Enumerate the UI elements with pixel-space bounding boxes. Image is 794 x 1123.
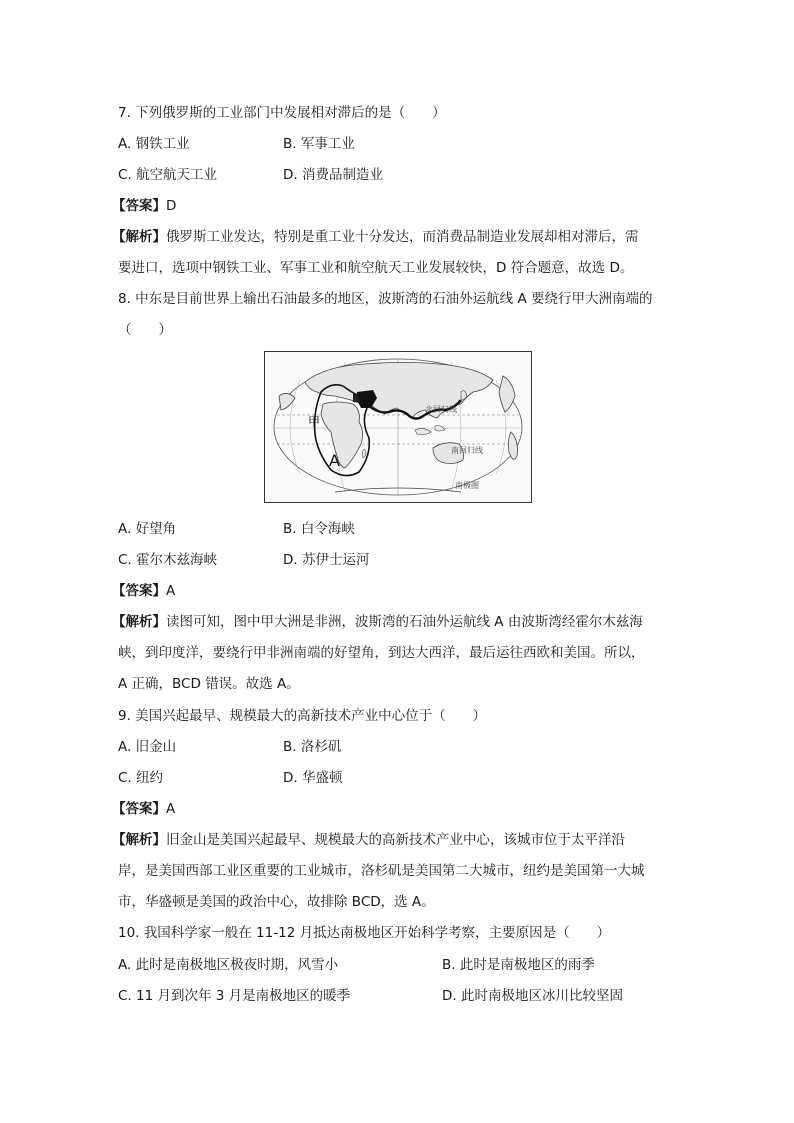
- north-america-edge: [499, 376, 515, 412]
- q7-question: 7. 下列俄罗斯的工业部门中发展相对滞后的是（ ）: [118, 105, 446, 121]
- answer-tag: 【答案】: [112, 583, 166, 599]
- q8-answer: [112, 581, 175, 601]
- q7-option-c: C. 航空航天工业: [118, 167, 218, 183]
- south-america-edge: [508, 432, 517, 459]
- q10-option-a: A. 此时是南极地区极夜时期，风雪小: [118, 957, 339, 973]
- q7-option-a: A. 钢铁工业: [118, 136, 190, 152]
- analysis-tag: 【解析】: [112, 229, 166, 245]
- africa-shape: [321, 402, 363, 468]
- label-tropic-south: 南回归线: [451, 446, 483, 455]
- q9-analysis-line-1: [112, 830, 625, 850]
- q8-analysis-line-2: 峡，到印度洋，要绕行甲非洲南端的好望角，到达大西洋，最后运往西欧和美国。所以，: [118, 645, 645, 661]
- q9-answer-value: A: [166, 801, 176, 817]
- q8-analysis-text-1: 读图可知，图中甲大洲是非洲，波斯湾的石油外运航线 A 由波斯湾经霍尔木兹海: [166, 614, 643, 630]
- q9-option-c: C. 纽约: [118, 770, 164, 786]
- q8-option-b: B. 白令海峡: [283, 521, 355, 537]
- q7-analysis-line-2: 要进口，选项中钢铁工业、军事工业和航空航天工业发展较快，D 符合题意，故选 D。: [118, 260, 634, 276]
- q8-option-d: D. 苏伊士运河: [283, 552, 370, 568]
- q10-option-b: B. 此时是南极地区的雨季: [442, 957, 595, 973]
- label-jia: 甲: [308, 415, 321, 429]
- answer-tag: 【答案】: [112, 198, 166, 214]
- q10-option-d: D. 此时南极地区冰川比较坚固: [442, 988, 623, 1004]
- world-map-figure: [264, 351, 532, 503]
- label-a: A: [329, 451, 340, 470]
- q9-analysis-line-2: 岸，是美国西部工业区重要的工业城市，洛杉矶是美国第二大城市，纽约是美国第一大城: [118, 863, 645, 879]
- q7-analysis-text-1: 俄罗斯工业发达，特别是重工业十分发达，而消费品制造业发展却相对滞后，需: [166, 229, 639, 245]
- q9-analysis-text-1: 旧金山是美国兴起最早、规模最大的高新技术产业中心，该城市位于太平洋沿: [166, 832, 625, 848]
- q8-analysis-line-3: A 正确，BCD 错误。故选 A。: [118, 676, 300, 692]
- q9-analysis-line-3: 市，华盛顿是美国的政治中心，故排除 BCD，选 A。: [118, 894, 435, 910]
- answer-tag: 【答案】: [112, 801, 166, 817]
- q8-option-c: C. 霍尔木兹海峡: [118, 552, 218, 568]
- q10-option-c: C. 11 月到次年 3 月是南极地区的暖季: [118, 988, 351, 1004]
- q9-answer: [112, 799, 175, 819]
- q8-answer-value: A: [166, 583, 176, 599]
- q9-option-a: A. 旧金山: [118, 739, 177, 755]
- analysis-tag: 【解析】: [112, 832, 166, 848]
- q10-question: 10. 我国科学家一般在 11-12 月抵达南极地区开始科学考察，主要原因是（ ）: [118, 925, 611, 941]
- q9-question: 9. 美国兴起最早、规模最大的高新技术产业中心位于（ ）: [118, 708, 487, 724]
- q8-option-a: A. 好望角: [118, 521, 177, 537]
- q7-analysis-line-1: [112, 227, 639, 247]
- q9-option-b: B. 洛杉矶: [283, 739, 342, 755]
- label-tropic-north: 北回归线: [425, 405, 457, 414]
- q7-option-b: B. 军事工业: [283, 136, 355, 152]
- q7-answer-value: D: [166, 198, 177, 214]
- q9-option-d: D. 华盛顿: [283, 770, 343, 786]
- q8-analysis-line-1: [112, 612, 643, 632]
- label-antarctic-circle: 南极圈: [455, 481, 479, 490]
- q8-question-line-2: （ ）: [118, 322, 172, 338]
- q7-option-d: D. 消费品制造业: [283, 167, 383, 183]
- q7-answer: [112, 196, 176, 216]
- world-map-svg: [265, 352, 531, 502]
- analysis-tag: 【解析】: [112, 614, 166, 630]
- q8-question-line-1: 8. 中东是目前世界上输出石油最多的地区，波斯湾的石油外运航线 A 要绕行甲大洲南端的: [118, 291, 653, 307]
